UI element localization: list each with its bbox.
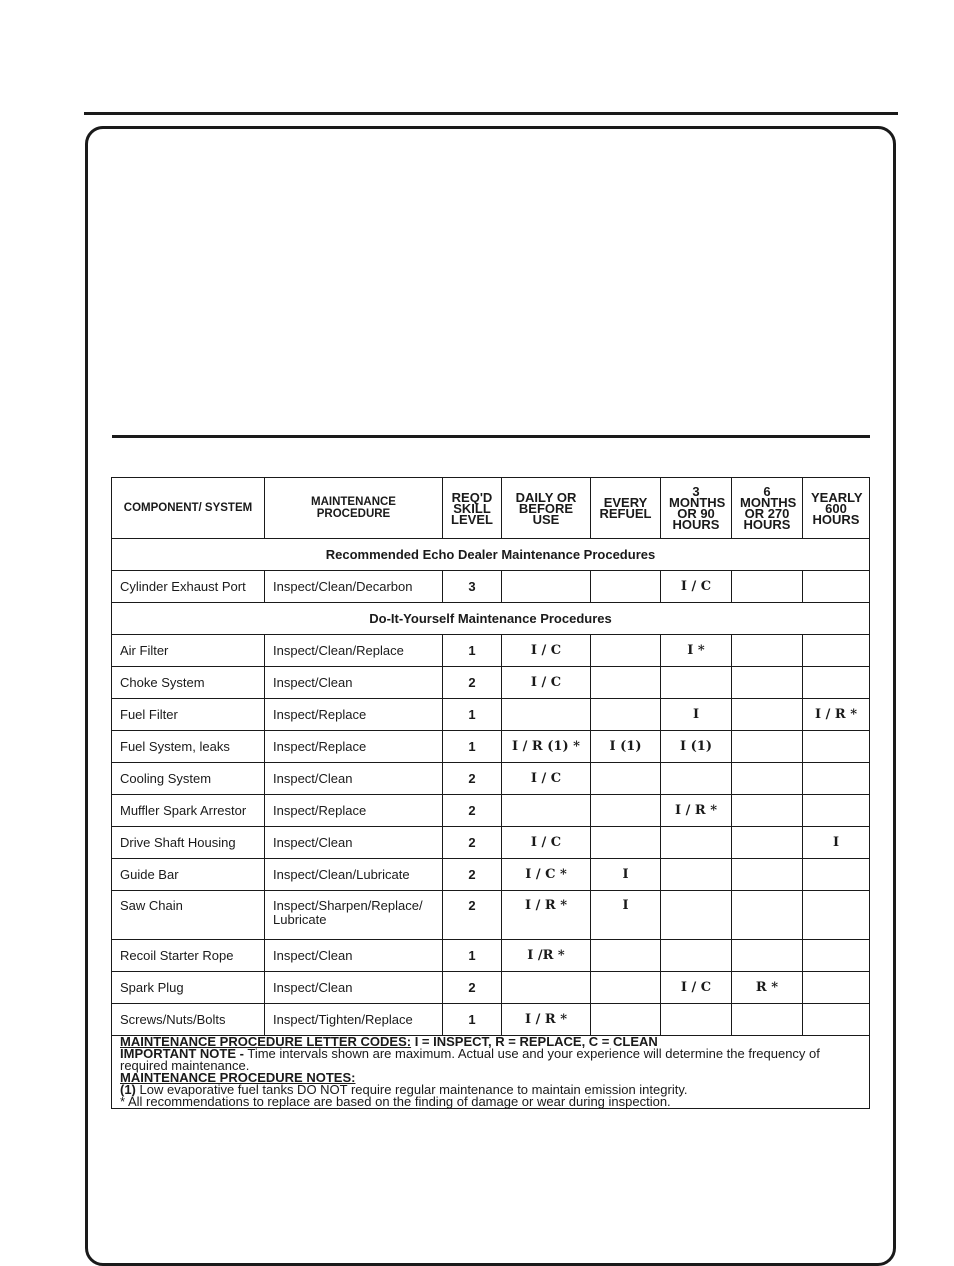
table-row — [112, 891, 870, 940]
cell-yearly — [803, 571, 870, 603]
cell-yearly — [803, 667, 870, 699]
table-row — [112, 827, 870, 859]
cell-component: Cylinder Exhaust Port — [112, 571, 265, 603]
table-row — [112, 763, 870, 795]
cell-3-months: I — [661, 699, 732, 731]
cell-6-months — [732, 891, 803, 940]
cell-yearly — [803, 972, 870, 1004]
header-skill: REQ'D SKILL LEVEL — [443, 478, 502, 539]
header-yearly: YEARLY 600 HOURS — [803, 478, 870, 539]
header-6-months: 6 MONTHS OR 270 HOURS — [732, 478, 803, 539]
table-header-row — [112, 478, 870, 539]
maintenance-schedule-table — [111, 477, 870, 1109]
cell-3-months — [661, 891, 732, 940]
table-row — [112, 667, 870, 699]
cell-skill-level: 2 — [443, 972, 502, 1004]
header-procedure: MAINTENANCE PROCEDURE — [265, 478, 443, 539]
cell-procedure: Inspect/Clean/Replace — [265, 635, 443, 667]
section-rule — [112, 435, 870, 438]
note-1-text: Low evaporative fuel tanks DO NOT require regular maintenance to maintain emission integrity. — [139, 1082, 688, 1097]
cell-skill-level: 2 — [443, 859, 502, 891]
cell-skill-level: 1 — [443, 940, 502, 972]
cell-daily: I / R * — [502, 1004, 591, 1036]
cell-refuel — [591, 635, 661, 667]
cell-component: Drive Shaft Housing — [112, 827, 265, 859]
cell-daily: I /R * — [502, 940, 591, 972]
cell-6-months — [732, 635, 803, 667]
table-row — [112, 699, 870, 731]
cell-yearly — [803, 795, 870, 827]
cell-skill-level: 1 — [443, 1004, 502, 1036]
cell-component: Screws/Nuts/Bolts — [112, 1004, 265, 1036]
cell-yearly — [803, 731, 870, 763]
cell-3-months — [661, 1004, 732, 1036]
cell-component: Muffler Spark Arrestor — [112, 795, 265, 827]
cell-6-months — [732, 699, 803, 731]
cell-procedure: Inspect/Clean/Lubricate — [265, 859, 443, 891]
cell-daily: I / C — [502, 827, 591, 859]
cell-3-months: I / C — [661, 972, 732, 1004]
cell-component: Cooling System — [112, 763, 265, 795]
cell-daily — [502, 571, 591, 603]
cell-3-months: I (1) — [661, 731, 732, 763]
cell-procedure: Inspect/Sharpen/Replace/ Lubricate — [265, 891, 443, 940]
cell-3-months — [661, 667, 732, 699]
cell-3-months — [661, 827, 732, 859]
cell-skill-level: 2 — [443, 795, 502, 827]
cell-6-months — [732, 1004, 803, 1036]
cell-yearly — [803, 859, 870, 891]
cell-refuel: I — [591, 891, 661, 940]
section-title-dealer: Recommended Echo Dealer Maintenance Procedures — [112, 539, 870, 571]
cell-yearly — [803, 635, 870, 667]
cell-daily — [502, 972, 591, 1004]
note-2: * All recommendations to replace are based on the finding of damage or wear during inspection. — [120, 1094, 671, 1109]
cell-daily: I / C — [502, 635, 591, 667]
cell-3-months — [661, 763, 732, 795]
header-daily: DAILY OR BEFORE USE — [502, 478, 591, 539]
table-row — [112, 571, 870, 603]
cell-refuel — [591, 827, 661, 859]
cell-component: Choke System — [112, 667, 265, 699]
cell-daily: I / R (1) * — [502, 731, 591, 763]
header-refuel: EVERY REFUEL — [591, 478, 661, 539]
cell-procedure: Inspect/Clean — [265, 972, 443, 1004]
cell-6-months — [732, 571, 803, 603]
cell-refuel — [591, 763, 661, 795]
cell-skill-level: 3 — [443, 571, 502, 603]
letter-codes-text: I = INSPECT, R = REPLACE, C = CLEAN — [414, 1034, 658, 1049]
section-title-diy: Do-It-Yourself Maintenance Procedures — [112, 603, 870, 635]
cell-6-months — [732, 763, 803, 795]
cell-daily: I / C * — [502, 859, 591, 891]
cell-procedure: Inspect/Replace — [265, 795, 443, 827]
cell-3-months: I / C — [661, 571, 732, 603]
cell-refuel: I — [591, 859, 661, 891]
cell-skill-level: 2 — [443, 891, 502, 940]
cell-refuel — [591, 571, 661, 603]
cell-6-months: R * — [732, 972, 803, 1004]
cell-procedure: Inspect/Clean — [265, 667, 443, 699]
table-row — [112, 859, 870, 891]
cell-refuel — [591, 667, 661, 699]
cell-daily — [502, 795, 591, 827]
cell-yearly: I / R * — [803, 699, 870, 731]
cell-6-months — [732, 795, 803, 827]
important-note — [120, 1048, 861, 1072]
letter-codes-label: MAINTENANCE PROCEDURE LETTER CODES: — [120, 1034, 412, 1049]
cell-refuel — [591, 940, 661, 972]
cell-procedure: Inspect/Replace — [265, 699, 443, 731]
cell-3-months: I / R * — [661, 795, 732, 827]
table-row — [112, 940, 870, 972]
procedure-notes-label: MAINTENANCE PROCEDURE NOTES: — [120, 1070, 356, 1085]
cell-component: Air Filter — [112, 635, 265, 667]
header-3-months: 3 MONTHS OR 90 HOURS — [661, 478, 732, 539]
cell-component: Saw Chain — [112, 891, 265, 940]
cell-yearly: I — [803, 827, 870, 859]
cell-6-months — [732, 859, 803, 891]
cell-daily: I / R * — [502, 891, 591, 940]
note-1-label: (1) — [120, 1082, 136, 1097]
cell-procedure: Inspect/Clean — [265, 940, 443, 972]
cell-daily — [502, 699, 591, 731]
cell-yearly — [803, 763, 870, 795]
cell-skill-level: 2 — [443, 667, 502, 699]
cell-yearly — [803, 891, 870, 940]
cell-yearly — [803, 1004, 870, 1036]
table-row — [112, 795, 870, 827]
cell-component: Spark Plug — [112, 972, 265, 1004]
cell-yearly — [803, 940, 870, 972]
cell-refuel — [591, 795, 661, 827]
cell-procedure: Inspect/Replace — [265, 731, 443, 763]
table-row — [112, 972, 870, 1004]
cell-refuel — [591, 699, 661, 731]
cell-skill-level: 1 — [443, 635, 502, 667]
table-row — [112, 731, 870, 763]
cell-component: Fuel Filter — [112, 699, 265, 731]
cell-skill-level: 2 — [443, 827, 502, 859]
cell-6-months — [732, 827, 803, 859]
cell-refuel: I (1) — [591, 731, 661, 763]
top-rule — [84, 112, 898, 115]
cell-3-months — [661, 940, 732, 972]
section-row-dealer — [112, 539, 870, 571]
cell-procedure: Inspect/Tighten/Replace — [265, 1004, 443, 1036]
cell-refuel — [591, 1004, 661, 1036]
cell-skill-level: 1 — [443, 699, 502, 731]
cell-daily: I / C — [502, 667, 591, 699]
cell-3-months — [661, 859, 732, 891]
important-note-text: Time intervals shown are maximum. Actual use and your experience will determine the frequency of required maintenance. — [120, 1046, 820, 1073]
cell-component: Guide Bar — [112, 859, 265, 891]
notes-cell — [112, 1036, 870, 1109]
cell-3-months: I * — [661, 635, 732, 667]
cell-daily: I / C — [502, 763, 591, 795]
cell-6-months — [732, 940, 803, 972]
section-row-diy — [112, 603, 870, 635]
cell-component: Fuel System, leaks — [112, 731, 265, 763]
cell-component: Recoil Starter Rope — [112, 940, 265, 972]
header-component: COMPONENT/ SYSTEM — [112, 478, 265, 539]
important-note-label: IMPORTANT NOTE - — [120, 1046, 244, 1061]
cell-skill-level: 1 — [443, 731, 502, 763]
cell-skill-level: 2 — [443, 763, 502, 795]
notes-row — [112, 1036, 870, 1109]
cell-procedure: Inspect/Clean — [265, 763, 443, 795]
table-row — [112, 635, 870, 667]
table-row — [112, 1004, 870, 1036]
cell-6-months — [732, 731, 803, 763]
cell-6-months — [732, 667, 803, 699]
cell-procedure: Inspect/Clean/Decarbon — [265, 571, 443, 603]
cell-procedure: Inspect/Clean — [265, 827, 443, 859]
cell-refuel — [591, 972, 661, 1004]
